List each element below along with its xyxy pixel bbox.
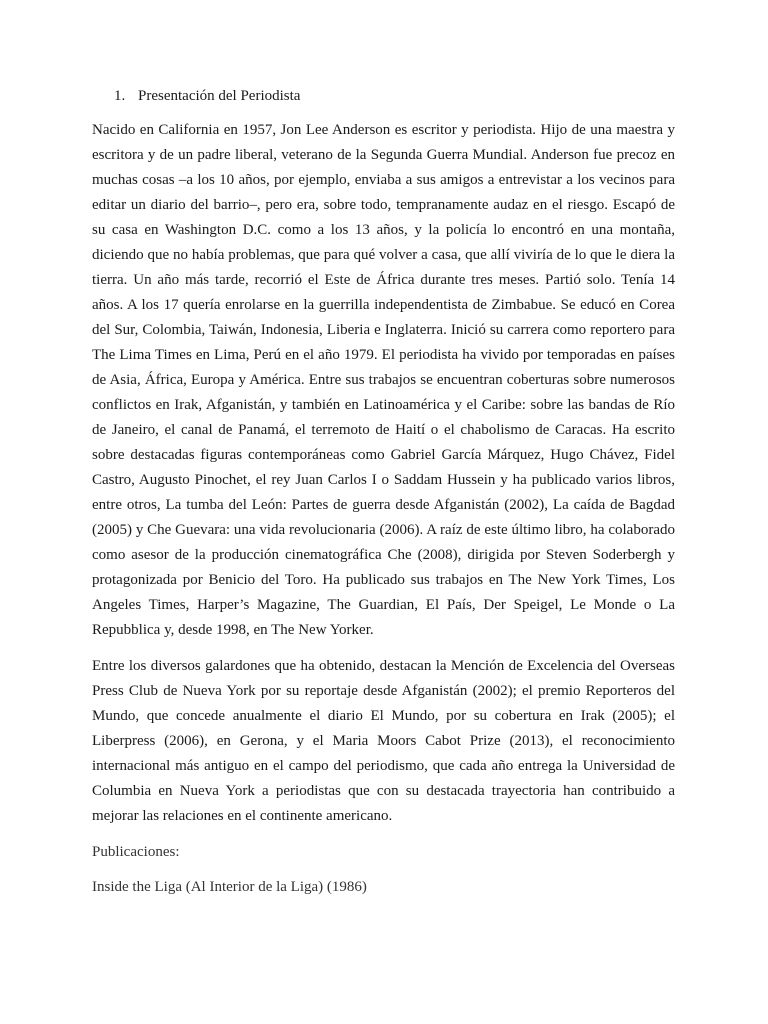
section-heading [114,84,675,108]
document-body [92,84,675,900]
publication-item: Inside the Liga (Al Interior de la Liga) (1986) [92,879,367,895]
biography-paragraph: Nacido en California en 1957, Jon Lee Anderson es escritor y periodista. Hijo de una maestra y escritora y de un padre liberal, veterano de la Segunda Guerra Mundial. Anderson fue precoz en muchas cosas –a los 10 años, por ejemplo, enviaba a sus amigos a entrevistar a los vecinos para editar un diario del barrio–, pero era, sobre todo, tempranamente audaz en el riesgo. Escapó de su casa en Washington D.C. como a los 13 años, y la policía lo encontró en una montaña, diciendo que no había problemas, que para qué volver a casa, que allí viviría de lo que le diera la tierra. Un año más tarde, recorrió el Este de África durante tres meses. Partió solo. Tenía 14 años. A los 17 quería enrolarse en la guerrilla independentista de Zimbabue. Se educó en Corea del Sur, Colombia, Taiwán, Indonesia, Liberia e Inglaterra. Inició su carrera como reportero para The Lima Times en Lima, Perú en el año 1979. El periodista ha vivido por temporadas en países de Asia, África, Europa y América. Entre sus trabajos se encuentran coberturas sobre numerosos conflictos en Irak, Afganistán, y también en Latinoamérica y el Caribe: sobre las bandas de Río de Janeiro, el canal de Panamá, el terremoto de Haití o el chabolismo de Caracas. Ha escrito sobre destacadas figuras contemporáneas como Gabriel García Márquez, Hugo Chávez, Fidel Castro, Augusto Pinochet, el rey Juan Carlos I o Saddam Hussein y ha publicado varios libros, entre otros, La tumba del León: Partes de guerra desde Afganistán (2002), La caída de Bagdad (2005) y Che Guevara: una vida revolucionaria (2006). A raíz de este último libro, ha colaborado como asesor de la producción cinematográfica Che (2008), dirigida por Steven Soderbergh y protagonizada por Benicio del Toro. Ha publicado sus trabajos en The New York Times, Los Angeles Times, Harper’s Magazine, The Guardian, El País, Der Speigel, Le Monde o La Repubblica y, desde 1998, en The New Yorker. [92,122,675,638]
section-number: 1. [114,88,126,104]
awards-paragraph: Entre los diversos galardones que ha obtenido, destacan la Mención de Excelencia del Overseas Press Club de Nueva York por su reportaje desde Afganistán (2002); el premio Reporteros del Mundo, que concede anualmente el diario El Mundo, por su cobertura en Irak (2005); el Liberpress (2006), en Gerona, y el Maria Moors Cabot Prize (2013), el reconocimiento internacional más antiguo en el campo del periodismo, que cada año entrega la Universidad de Columbia en Nueva York a periodistas que con su destacada trayectoria han contribuido a mejorar las relaciones en el continente americano. [92,658,675,824]
section-title: Presentación del Periodista [138,88,301,104]
publications-label: Publicaciones: [92,844,180,860]
